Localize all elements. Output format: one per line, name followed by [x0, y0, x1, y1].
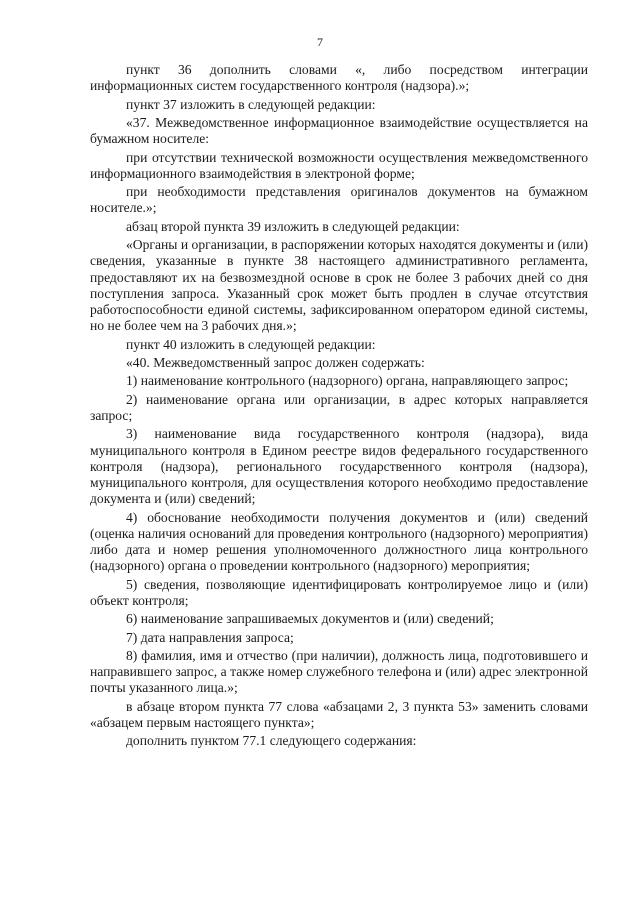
- paragraph: «37. Межведомственное информационное взаимодействие осуществляется на бумажном носителе:: [90, 114, 588, 147]
- paragraph: при отсутствии технической возможности осуществления межведомственного информационного взаимодействия в электроной форме;: [90, 149, 588, 181]
- paragraph: пункт 40 изложить в следующей редакции:: [126, 336, 376, 352]
- list-item: 5) сведения, позволяющие идентифицировать контролируемое лицо и (или) объект контроля;: [90, 576, 588, 608]
- paragraph: пункт 36 дополнить словами «, либо посредством интеграции информационных систем государственного контроля (надзора).»;: [90, 62, 588, 94]
- paragraph: «Органы и организации, в распоряжении которых находятся документы и (или) сведения, указанные в пункте 38 настоящего административного регламента, предоставляют их на безвозмездной основе в срок не более 3 рабочих дней со дня поступления запроса. Указанный срок может быть продлен в случае отсутствия работоспособности единой системы, зафиксированном оператором единой системы, но не более чем на 3 рабочих дня.»;: [90, 237, 588, 334]
- list-item: 8) фамилия, имя и отчество (при наличии), должность лица, подготовившего и направившего запрос, а также номер служебного телефона и (или) адрес электронной почты указанного лица.»;: [90, 647, 588, 696]
- paragraph: «40. Межведомственный запрос должен содержать:: [126, 354, 425, 370]
- paragraph: абзац второй пункта 39 изложить в следующей редакции:: [126, 218, 460, 234]
- paragraph: дополнить пунктом 77.1 следующего содержания:: [126, 733, 417, 749]
- list-item: 7) дата направления запроса;: [126, 629, 294, 645]
- list-item: 6) наименование запрашиваемых документов и (или) сведений;: [126, 611, 494, 627]
- list-item: 1) наименование контрольного (надзорного) органа, направляющего запрос;: [126, 373, 569, 389]
- list-item: 2) наименование органа или организации, в адрес которых направляется запрос;: [90, 391, 588, 423]
- paragraph: в абзаце втором пункта 77 слова «абзацами 2, 3 пункта 53» заменить словами «абзацем первым настоящего пункта»;: [90, 698, 588, 730]
- document-body: [90, 62, 588, 752]
- paragraph: пункт 37 изложить в следующей редакции:: [126, 96, 376, 112]
- list-item: 3) наименование вида государственного контроля (надзора), вида муниципального контроля в Едином реестре видов федерального государственного контроля (надзора), регионального государственного контроля (надзора), муниципального контроля, для осуществления которого необходимо предоставление документа и (или) сведений;: [90, 426, 588, 507]
- paragraph: при необходимости представления оригиналов документов на бумажном носителе.»;: [90, 184, 588, 216]
- list-item: 4) обоснование необходимости получения документов и (или) сведений (оценка наличия оснований для проведения контрольного (надзорного) мероприятия) либо дата и номер решения уполномоченного должностного лица контрольного (надзорного) органа о проведении контрольного (надзорного) мероприятия;: [90, 509, 588, 574]
- page-number: 7: [317, 35, 323, 49]
